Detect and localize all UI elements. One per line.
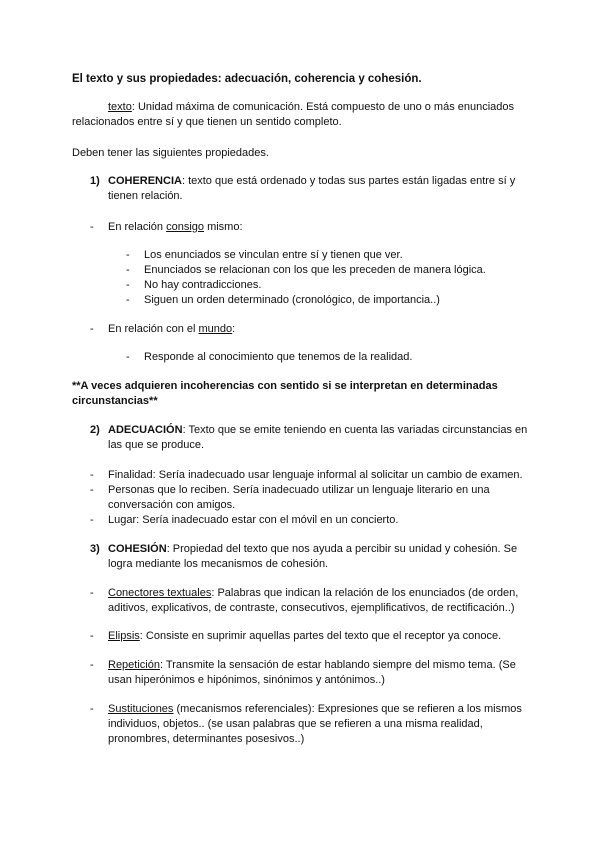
rel1-item: Enunciados se relacionan con los que les preceden de manera lógica. <box>144 264 486 276</box>
intro-paragraph: Deben tener las siguientes propiedades. <box>72 147 269 159</box>
coherencia-number: 1) <box>90 175 100 187</box>
document-title: El texto y sus propiedades: adecuación, coherencia y cohesión. <box>72 73 422 85</box>
cohesion-item: Conectores textuales: Palabras que indican la relación de los enunciados (de orden, aditivos, explicativos, de contraste, consecutivos, ejemplificativos, de rectificación..) <box>108 587 519 614</box>
definition-paragraph <box>72 100 542 130</box>
rel1-heading: En relación consigo mismo: <box>108 221 243 233</box>
adecuacion-item: Lugar: Sería inadecuado estar con el móvil en un concierto. <box>108 514 399 526</box>
cohesion-item: Elipsis: Consiste en suprimir aquellas partes del texto que el receptor ya conoce. <box>108 630 502 642</box>
adecuacion-item: Finalidad: Sería inadecuado usar lenguaje informal al solicitar un cambio de examen. <box>108 469 523 481</box>
note-paragraph: **A veces adquieren incoherencias con sentido si se interpretan en determinadas circunstancias** <box>72 380 498 407</box>
adecuacion-heading: ADECUACIÓN <box>108 424 183 436</box>
adecuacion-text: : Texto que se emite teniendo en cuenta las variadas circunstancias en las que se produce. <box>108 424 528 451</box>
rel1-item: No hay contradicciones. <box>144 279 262 291</box>
coherencia-heading: COHERENCIA <box>108 175 182 187</box>
definition-text: : Unidad máxima de comunicación. Está compuesto de uno o más enunciados relacionados entre sí y que tienen un sentido completo. <box>72 101 515 128</box>
cohesion-text: : Propiedad del texto que nos ayuda a percibir su unidad y cohesión. Se logra mediante los mecanismos de cohesión. <box>108 543 518 570</box>
adecuacion-paragraph <box>108 423 533 453</box>
adecuacion-item: Personas que lo reciben. Sería inadecuado utilizar un lenguaje literario en una conversación con amigos. <box>108 484 490 511</box>
cohesion-item: Sustituciones (mecanismos referenciales): Expresiones que se refieren a los mismos individuos, objetos.. (se usan palabras que se refieren a una misma realidad, pronombres, determinantes posesivos..) <box>108 703 522 745</box>
cohesion-number: 3) <box>90 543 100 555</box>
definition-term: texto <box>108 101 132 113</box>
document-page: El texto y sus propiedades: adecuación, coherencia y cohesión. texto: Unidad máxima de comunicación. Está compuesto de uno o más enunciados relacionados entre sí y que tienen un sentido completo. Deben tener las siguientes propiedades. 1) COHERENCIA: texto que está ordenado y todas sus partes están ligadas entre sí y tienen relación. - En relación consigo mismo: - Los enunciados se vinculan entre sí y tienen que ver. - Enunciados se relacionan con los que les preceden de manera lógica. - No hay contradicciones. - Siguen un orden determinado (cronológico, de importancia..) - En relación con el mundo: - Responde al conocimiento que tenemos de la realidad. **A veces adquieren incoherencias con sentido si se interpretan en determinadas circunstancias** 2) ADECUACIÓN: Texto que se emite teniendo en cuenta las variadas circunstancias en las que se produce. - Finalidad: Sería inadecuado usar lenguaje informal al solicitar un cambio de examen. - Personas que lo reciben. Sería inadecuado utilizar un lenguaje literario en una conversación con amigos. - Lugar: Sería inadecuado estar con el móvil en un concierto. 3) COHESIÓN: Propiedad del texto que nos ayuda a percibir su unidad y cohesión. Se logra mediante los mecanismos de cohesión. - Conectores textuales: Palabras que indican la relación de los enunciados (de orden, aditivos, explicativos, de contraste, consecutivos, ejemplificativos, de rectificación..) - Elipsis: Consiste en suprimir aquellas partes del texto que el receptor ya conoce. - Repetición: Transmite la sensación de estar hablando siempre del mismo tema. (Se usan hiperónimos e hipónimos, sinónimos y antónimos..) - Sustituciones (mecanismos referenciales): Expresiones que se refieren a los mismos individuos, objetos.. (se usan palabras que se refieren a una misma realidad, pronombres, determinantes posesivos..) <box>0 0 600 848</box>
coherencia-paragraph <box>108 174 533 204</box>
rel1-dash: - <box>90 221 94 233</box>
adecuacion-number: 2) <box>90 424 100 436</box>
rel2-heading: En relación con el mundo: <box>108 323 236 335</box>
rel2-dash: - <box>90 323 94 335</box>
cohesion-item: Repetición: Transmite la sensación de estar hablando siempre del mismo tema. (Se usan hiperónimos e hipónimos, sinónimos y antónimos..) <box>108 659 516 686</box>
rel1-item: Los enunciados se vinculan entre sí y tienen que ver. <box>144 249 403 261</box>
rel1-item: Siguen un orden determinado (cronológico, de importancia..) <box>144 294 440 306</box>
rel2-item: Responde al conocimiento que tenemos de la realidad. <box>144 351 413 363</box>
coherencia-text: : texto que está ordenado y todas sus partes están ligadas entre sí y tienen relación. <box>108 175 516 202</box>
cohesion-paragraph <box>108 542 533 572</box>
cohesion-heading: COHESIÓN <box>108 543 167 555</box>
